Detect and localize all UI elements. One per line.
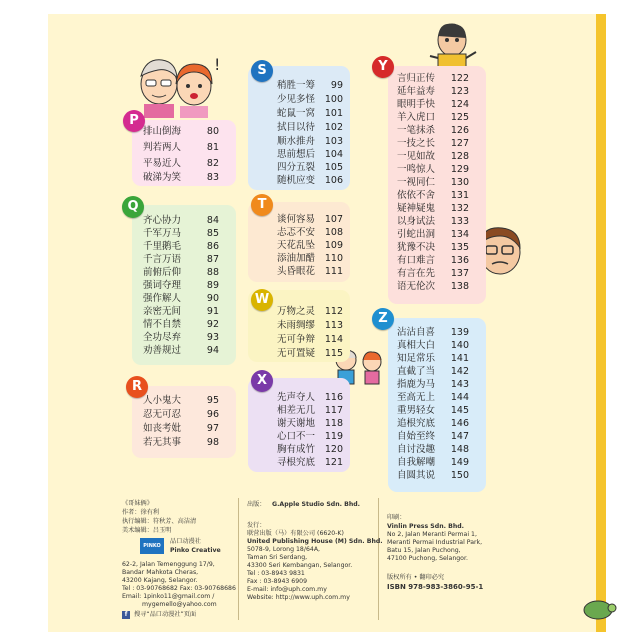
list-item bbox=[397, 279, 469, 295]
idiom-text: 少见多怪 bbox=[277, 94, 316, 105]
page-number: 88 bbox=[206, 267, 219, 278]
list-item bbox=[143, 124, 219, 140]
idiom-text: 添油加醋 bbox=[277, 253, 316, 264]
idiom-text: 自始至终 bbox=[397, 431, 436, 442]
book-title: 《哥妹俩》 bbox=[122, 500, 153, 507]
list-item bbox=[397, 468, 469, 484]
page-number: 129 bbox=[450, 164, 469, 175]
idiom-text: 有言在先 bbox=[397, 268, 436, 279]
idiom-text: 一鸣惊人 bbox=[397, 164, 436, 175]
address-line: mygemello@yahoo.com bbox=[142, 601, 217, 608]
page-number: 97 bbox=[206, 423, 219, 434]
page-number: 120 bbox=[324, 444, 343, 455]
idiom-text: 全功尽弃 bbox=[143, 332, 182, 343]
idiom-text: 重男轻女 bbox=[397, 405, 436, 416]
idiom-text: 至高无上 bbox=[397, 392, 436, 403]
page-number: 85 bbox=[206, 228, 219, 239]
paper-edge bbox=[596, 14, 606, 632]
idiom-text: 顺水推舟 bbox=[277, 136, 316, 147]
page-number: 80 bbox=[206, 126, 219, 137]
running-man-cartoon-illustration bbox=[420, 16, 486, 70]
page-number: 130 bbox=[450, 177, 469, 188]
page-number: 92 bbox=[206, 319, 219, 330]
idiom-text: 判若两人 bbox=[143, 142, 182, 153]
page-number: 116 bbox=[324, 392, 343, 403]
idiom-text: 语无伦次 bbox=[397, 281, 436, 292]
idiom-text: 破涕为笑 bbox=[143, 172, 182, 183]
page-number: 110 bbox=[324, 253, 343, 264]
page-number: 140 bbox=[450, 340, 469, 351]
idiom-text: 千军万马 bbox=[143, 228, 182, 239]
idiom-text: 亲密无间 bbox=[143, 306, 182, 317]
idiom-text: 稍胜一筹 bbox=[277, 80, 316, 91]
idiom-text: 无可争辩 bbox=[277, 334, 316, 345]
page-number: 91 bbox=[206, 306, 219, 317]
section-t-letter-badge: T bbox=[251, 194, 273, 216]
section-r-letter-badge: R bbox=[126, 376, 148, 398]
idiom-text: 相差无几 bbox=[277, 405, 316, 416]
page-number: 112 bbox=[324, 306, 343, 317]
idiom-text: 劝善规过 bbox=[143, 345, 182, 356]
page-number: 106 bbox=[324, 175, 343, 186]
list-item bbox=[143, 343, 219, 359]
idiom-text: 疑神疑鬼 bbox=[397, 203, 436, 214]
page-number: 124 bbox=[450, 99, 469, 110]
distributor-line: 43300 Seri Kembangan, Selangor. bbox=[247, 562, 353, 569]
page-number: 107 bbox=[324, 214, 343, 225]
page-number: 133 bbox=[450, 216, 469, 227]
page-number: 93 bbox=[206, 332, 219, 343]
art-editor-line: 美术编辑：吕玉明 bbox=[122, 527, 172, 534]
isbn: ISBN 978-983-3860-95-1 bbox=[387, 583, 484, 591]
page-number: 143 bbox=[450, 379, 469, 390]
publisher-name: G.Apple Studio Sdn. Bhd. bbox=[272, 501, 361, 508]
turtle-cartoon-illustration bbox=[578, 592, 618, 622]
address-line: 62-2, Jalan Temenggung 17/9, bbox=[122, 561, 215, 568]
divider bbox=[378, 498, 379, 620]
idiom-text: 人小鬼大 bbox=[143, 395, 182, 406]
editors-line: 执行编辑：符秋芳、高洁清 bbox=[122, 518, 197, 525]
idiom-text: 排山倒海 bbox=[143, 126, 182, 137]
idiom-text: 犹豫不决 bbox=[397, 242, 436, 253]
page-number: 123 bbox=[450, 86, 469, 97]
page-number: 81 bbox=[206, 142, 219, 153]
idiom-text: 胸有成竹 bbox=[277, 444, 316, 455]
printer-line: Vinlin Press Sdn. Bhd. bbox=[387, 523, 465, 530]
page-number: 121 bbox=[324, 457, 343, 468]
idiom-text: 心口不一 bbox=[277, 431, 316, 442]
idiom-text: 真相大白 bbox=[397, 340, 436, 351]
page-number: 137 bbox=[450, 268, 469, 279]
section-p-letter-badge: P bbox=[123, 110, 145, 132]
distributor-line: United Publishing House (M) Sdn. Bhd. bbox=[247, 538, 383, 545]
page-number: 96 bbox=[206, 409, 219, 420]
divider bbox=[238, 498, 239, 620]
distributor-label: 发行： bbox=[247, 522, 266, 529]
distributor-line: 联营出版（马）有限公司 (6620-K) bbox=[247, 530, 344, 537]
page-number: 122 bbox=[450, 73, 469, 84]
idiom-text: 知足常乐 bbox=[397, 353, 436, 364]
distributor-line: Taman Sri Serdang, bbox=[247, 554, 308, 561]
idiom-text: 情不自禁 bbox=[143, 319, 182, 330]
page-number: 99 bbox=[330, 80, 343, 91]
page-number: 150 bbox=[450, 470, 469, 481]
page-number: 111 bbox=[324, 266, 343, 277]
page-number: 101 bbox=[324, 108, 343, 119]
publisher-label: 出版： bbox=[247, 501, 266, 508]
idiom-text: 一视同仁 bbox=[397, 177, 436, 188]
idiom-text: 沾沾自喜 bbox=[397, 327, 436, 338]
idiom-text: 谈何容易 bbox=[277, 214, 316, 225]
page-number: 139 bbox=[450, 327, 469, 338]
list-item bbox=[143, 435, 219, 451]
idiom-text: 引蛇出洞 bbox=[397, 229, 436, 240]
rights-notice: 版权所有 • 翻印必究 bbox=[387, 574, 445, 581]
page-number: 146 bbox=[450, 418, 469, 429]
idiom-text: 一见如故 bbox=[397, 151, 436, 162]
facebook-icon: f bbox=[122, 611, 130, 619]
idiom-text: 万物之灵 bbox=[277, 306, 316, 317]
distributor-line: 5078-9, Lorong 18/64A, bbox=[247, 546, 321, 553]
idiom-text: 一技之长 bbox=[397, 138, 436, 149]
page-number: 126 bbox=[450, 125, 469, 136]
idiom-text: 谢天谢地 bbox=[277, 418, 316, 429]
page-number: 117 bbox=[324, 405, 343, 416]
page-number: 113 bbox=[324, 320, 343, 331]
list-item bbox=[143, 170, 219, 186]
page-number: 142 bbox=[450, 366, 469, 377]
page-number: 114 bbox=[324, 334, 343, 345]
list-item bbox=[277, 264, 343, 280]
idiom-text: 自我解嘲 bbox=[397, 457, 436, 468]
page-number: 86 bbox=[206, 241, 219, 252]
page-number: 94 bbox=[206, 345, 219, 356]
idiom-text: 未雨绸缪 bbox=[277, 320, 316, 331]
idiom-text: 强作解人 bbox=[143, 293, 182, 304]
idiom-text: 有口难言 bbox=[397, 255, 436, 266]
page-number: 127 bbox=[450, 138, 469, 149]
idiom-text: 言归正传 bbox=[397, 73, 436, 84]
section-y-letter-badge: Y bbox=[372, 56, 394, 78]
distributor-line: Tel : 03-8943 9831 bbox=[247, 570, 305, 577]
page-number: 82 bbox=[206, 158, 219, 169]
svg-text:!: ! bbox=[214, 55, 221, 74]
idiom-text: 前俯后仰 bbox=[143, 267, 182, 278]
page-number: 103 bbox=[324, 136, 343, 147]
page-number: 138 bbox=[450, 281, 469, 292]
page-number: 105 bbox=[324, 162, 343, 173]
page-number: 134 bbox=[450, 229, 469, 240]
page-number: 132 bbox=[450, 203, 469, 214]
page-number: 131 bbox=[450, 190, 469, 201]
distributor-line: Website: http://www.uph.com.my bbox=[247, 594, 350, 601]
page-number: 118 bbox=[324, 418, 343, 429]
idiom-text: 忐忑不安 bbox=[277, 227, 316, 238]
list-item bbox=[277, 346, 343, 362]
idiom-text: 拭目以待 bbox=[277, 122, 316, 133]
pinko-name-cn: 品口动漫社 bbox=[170, 538, 201, 545]
author-line: 作者：徐有利 bbox=[122, 509, 160, 516]
page-number: 128 bbox=[450, 151, 469, 162]
printer-line: Batu 15, Jalan Puchong, bbox=[387, 547, 461, 554]
page-number: 136 bbox=[450, 255, 469, 266]
list-item bbox=[143, 140, 219, 156]
address-line: Bandar Mahkota Cheras, bbox=[122, 569, 199, 576]
section-x-letter-badge: X bbox=[251, 370, 273, 392]
pinko-name-en: Pinko Creative bbox=[170, 547, 221, 554]
page-number: 148 bbox=[450, 444, 469, 455]
idiom-text: 四分五裂 bbox=[277, 162, 316, 173]
address-line: Tel : 03-90768682 Fax: 03-90768686 bbox=[122, 585, 236, 592]
idiom-text: 蛇鼠一窝 bbox=[277, 108, 316, 119]
section-q-letter-badge: Q bbox=[122, 196, 144, 218]
idiom-text: 自讨没趣 bbox=[397, 444, 436, 455]
page-number: 84 bbox=[206, 215, 219, 226]
page-number: 98 bbox=[206, 437, 219, 448]
pinko-logo: PINKO bbox=[140, 538, 164, 554]
idiom-text: 齐心协力 bbox=[143, 215, 182, 226]
page-number: 119 bbox=[324, 431, 343, 442]
section-w-letter-badge: W bbox=[251, 289, 273, 311]
idiom-text: 先声夺人 bbox=[277, 392, 316, 403]
idiom-text: 以身试法 bbox=[397, 216, 436, 227]
page-number: 145 bbox=[450, 405, 469, 416]
idiom-text: 如丧考妣 bbox=[143, 423, 182, 434]
idiom-text: 天花乱坠 bbox=[277, 240, 316, 251]
idiom-text: 思前想后 bbox=[277, 149, 316, 160]
idiom-text: 直截了当 bbox=[397, 366, 436, 377]
idiom-text: 眼明手快 bbox=[397, 99, 436, 110]
page-number: 104 bbox=[324, 149, 343, 160]
list-item bbox=[277, 455, 343, 471]
list-item bbox=[277, 173, 343, 189]
idiom-text: 忍无可忍 bbox=[143, 409, 182, 420]
page-number: 83 bbox=[206, 172, 219, 183]
section-s-letter-badge: S bbox=[251, 60, 273, 82]
page-number: 90 bbox=[206, 293, 219, 304]
idiom-text: 强词夺理 bbox=[143, 280, 182, 291]
page-number: 147 bbox=[450, 431, 469, 442]
idiom-text: 寻根究底 bbox=[277, 457, 316, 468]
idiom-text: 若无其事 bbox=[143, 437, 182, 448]
page-number: 115 bbox=[324, 348, 343, 359]
distributor-line: Fax : 03-8943 6909 bbox=[247, 578, 308, 585]
page-number: 108 bbox=[324, 227, 343, 238]
printer-line: Meranti Permai Industrial Park, bbox=[387, 539, 483, 546]
idiom-text: 依依不舍 bbox=[397, 190, 436, 201]
page-number: 95 bbox=[206, 395, 219, 406]
page-number: 141 bbox=[450, 353, 469, 364]
printer-line: 47100 Puchong, Selangor. bbox=[387, 555, 468, 562]
page-number: 102 bbox=[324, 122, 343, 133]
idiom-text: 千里鹅毛 bbox=[143, 241, 182, 252]
idiom-text: 无可置疑 bbox=[277, 348, 316, 359]
section-z-letter-badge: Z bbox=[372, 308, 394, 330]
facebook-search-text: 搜寻“品口动漫社”页面 bbox=[134, 611, 197, 618]
printer-label: 印刷： bbox=[387, 514, 406, 521]
idiom-text: 追根究底 bbox=[397, 418, 436, 429]
idiom-text: 平易近人 bbox=[143, 158, 182, 169]
printer-line: No 2, Jalan Meranti Permai 1, bbox=[387, 531, 477, 538]
idiom-text: 羊入虎口 bbox=[397, 112, 436, 123]
idiom-text: 一笔抹杀 bbox=[397, 125, 436, 136]
idiom-text: 指鹿为马 bbox=[397, 379, 436, 390]
address-line: Email: 1pinko11@gmail.com / bbox=[122, 593, 215, 600]
kids-cartoon-illustration bbox=[134, 50, 224, 118]
idiom-text: 千言万语 bbox=[143, 254, 182, 265]
page-number: 100 bbox=[324, 94, 343, 105]
page-number: 144 bbox=[450, 392, 469, 403]
page-number: 135 bbox=[450, 242, 469, 253]
address-line: 43200 Kajang, Selangor. bbox=[122, 577, 198, 584]
idiom-text: 随机应变 bbox=[277, 175, 316, 186]
page-number: 149 bbox=[450, 457, 469, 468]
page-number: 89 bbox=[206, 280, 219, 291]
page-number: 125 bbox=[450, 112, 469, 123]
distributor-line: E-mail: info@uph.com.my bbox=[247, 586, 327, 593]
idiom-text: 头昏眼花 bbox=[277, 266, 316, 277]
idiom-text: 自圆其说 bbox=[397, 470, 436, 481]
page-number: 87 bbox=[206, 254, 219, 265]
idiom-text: 延年益寿 bbox=[397, 86, 436, 97]
page-number: 109 bbox=[324, 240, 343, 251]
